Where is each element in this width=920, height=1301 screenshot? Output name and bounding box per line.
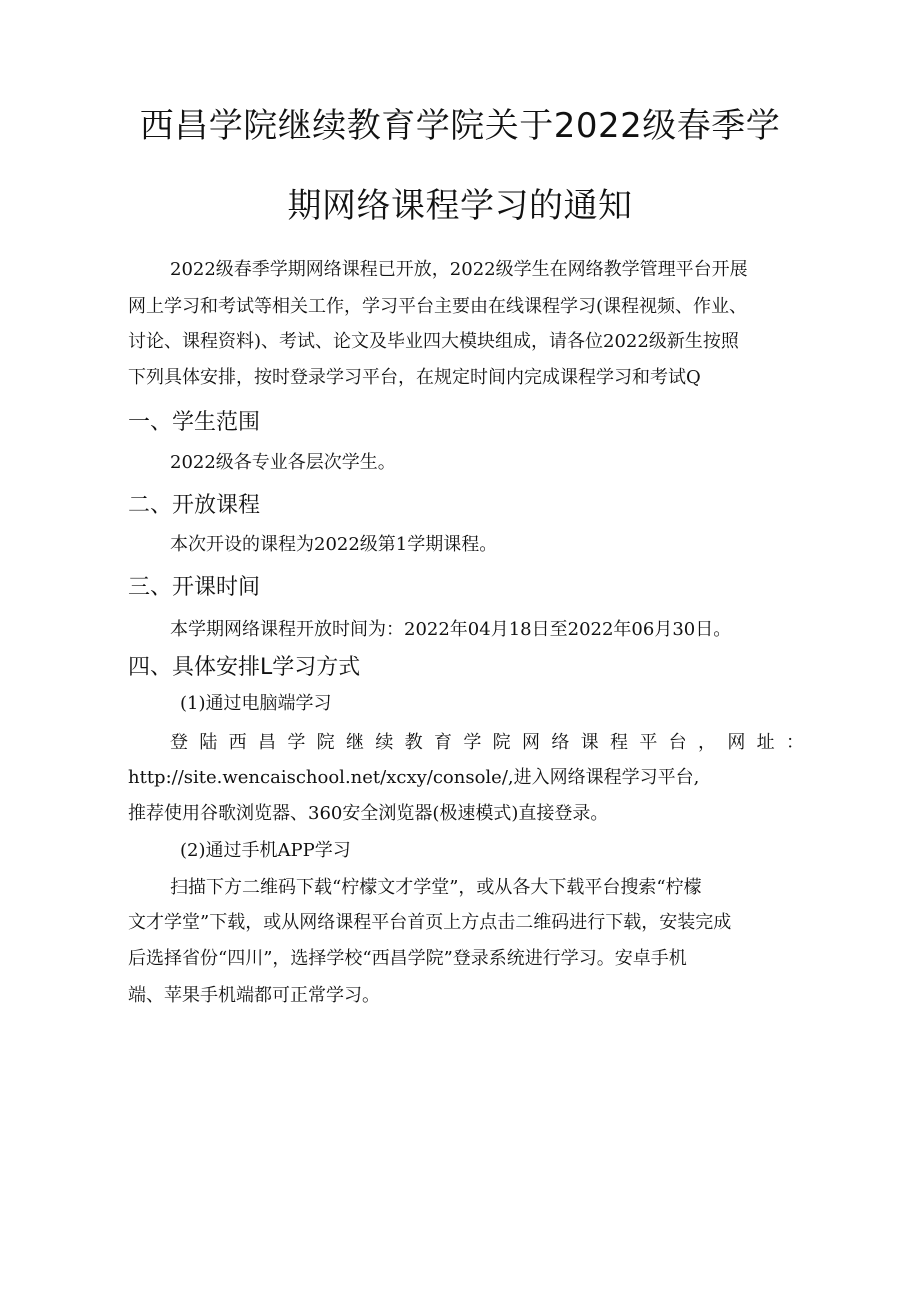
method-pc-url-line: http://site.wencaischool.net/xcxy/console/,进入网络课程学习平台, <box>128 767 700 788</box>
document-title-line-1: 西昌学院继续教育学院关于2022级春季学 <box>139 106 781 146</box>
method-app-line-4: 端、苹果手机端都可正常学习。 <box>128 985 380 1006</box>
intro-line-3: 讨论、课程资料)、考试、论文及毕业四大模块组成，请各位2022级新生按照 <box>128 331 739 352</box>
method-pc-line-1: 登陆西昌学院继续教育学院网络课程平台，网址： <box>170 732 804 753</box>
section-heading-schedule: 三、开课时间 <box>128 575 261 600</box>
method-app-label: (2)通过手机APP学习 <box>180 840 351 861</box>
section-heading-courses: 二、开放课程 <box>128 493 261 518</box>
method-app-line-3: 后选择省份“四川”，选择学校“西昌学院”登录系统进行学习。安卓手机 <box>128 948 687 969</box>
method-app-line-1: 扫描下方二维码下载“柠檬文才学堂”，或从各大下载平台搜索“柠檬 <box>170 877 702 898</box>
method-pc-line-3: 推荐使用谷歌浏览器、360安全浏览器(极速模式)直接登录。 <box>128 803 609 824</box>
section-heading-arrangement: 四、具体安排L学习方式 <box>128 655 361 680</box>
section-text-schedule: 本学期网络课程开放时间为：2022年04月18日至2022年06月30日。 <box>170 619 732 640</box>
intro-line-2: 网上学习和考试等相关工作，学习平台主要由在线课程学习(课程视频、作业、 <box>128 296 748 317</box>
method-pc-label: (1)通过电脑端学习 <box>180 693 332 714</box>
method-app-line-2: 文才学堂”下载，或从网络课程平台首页上方点击二维码进行下载，安装完成 <box>128 912 732 933</box>
section-heading-student-scope: 一、学生范围 <box>128 410 261 435</box>
intro-line-1: 2022级春季学期网络课程已开放，2022级学生在网络教学管理平台开展 <box>170 259 748 280</box>
section-text-student-scope: 2022级各专业各层次学生。 <box>170 452 396 473</box>
section-text-courses: 本次开设的课程为2022级第1学期课程。 <box>170 534 498 555</box>
intro-line-4: 下列具体安排，按时登录学习平台，在规定时间内完成课程学习和考试Q <box>128 367 701 388</box>
document-title-line-2: 期网络课程学习的通知 <box>287 186 633 226</box>
